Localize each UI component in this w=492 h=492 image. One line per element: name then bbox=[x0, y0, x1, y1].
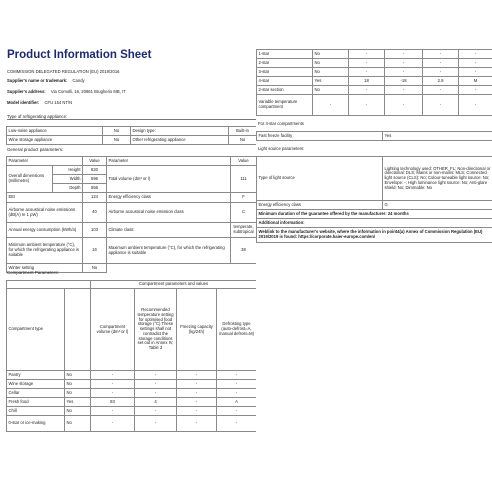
compartment-temp: - bbox=[135, 416, 177, 432]
climate-class-label: Climate class: bbox=[107, 223, 231, 238]
compartment-row bbox=[7, 389, 257, 398]
supplier-name-label: Supplier's name or trademark: bbox=[7, 78, 68, 83]
annual-row bbox=[7, 223, 257, 238]
compartment-type: 0-star or ice-making bbox=[7, 416, 65, 432]
design-type-label: Design type: bbox=[131, 127, 229, 136]
compartment-row bbox=[7, 398, 257, 407]
compartment-temp: - bbox=[135, 380, 177, 389]
overall-dimensions-label: Overall dimensions (millimetre) bbox=[7, 166, 53, 193]
star-defrost: - bbox=[459, 68, 492, 77]
depth-value: 556 bbox=[83, 184, 107, 193]
star-freezing: - bbox=[423, 68, 459, 77]
type-row bbox=[7, 127, 257, 136]
climate-class-value: temperate, subtropical bbox=[231, 223, 257, 238]
guarantee-row bbox=[257, 210, 492, 219]
compartment-freezing: - bbox=[177, 398, 217, 407]
supplier-name-value: Candy bbox=[72, 78, 85, 83]
star-label: 4-star bbox=[257, 77, 313, 86]
noise-class-label: Airborne acoustical noise emission class bbox=[107, 203, 231, 223]
compartment-row bbox=[7, 407, 257, 416]
star-row bbox=[257, 77, 492, 86]
noise-class-value: C bbox=[231, 203, 257, 223]
star-row bbox=[257, 50, 492, 59]
star-volume: - bbox=[349, 86, 385, 95]
compartment-temp: - bbox=[135, 389, 177, 398]
star-volume: - bbox=[349, 50, 385, 59]
star-defrost: M bbox=[459, 77, 492, 86]
guarantee-text: Minimum duration of the guarantee offered by the manufacturer: 24 months bbox=[257, 210, 492, 219]
max-temp-value: 38 bbox=[231, 238, 257, 264]
star-freezing: 2.9 bbox=[423, 77, 459, 86]
regulation-text: COMMISSION DELEGATED REGULATION (EU) 2019/2016 bbox=[7, 69, 120, 74]
winter-setting-label: Winter setting bbox=[7, 264, 83, 273]
compartment-type-header: Compartment type bbox=[7, 289, 65, 371]
empty-cell bbox=[107, 264, 257, 273]
general-header-row bbox=[7, 157, 257, 166]
compartment-header-row bbox=[7, 289, 257, 371]
efficiency-class-value: F bbox=[231, 193, 257, 203]
additional-info-label: Additional information: bbox=[257, 219, 492, 228]
compartment-defrost: - bbox=[217, 416, 257, 432]
star-present: No bbox=[313, 68, 349, 77]
type-row bbox=[7, 136, 257, 145]
width-value: 596 bbox=[83, 175, 107, 184]
star-present: Yes bbox=[313, 77, 349, 86]
other-appliance-label: Other refrigerating appliance bbox=[131, 136, 229, 145]
star-temp: -18 bbox=[385, 77, 423, 86]
compartment-type: Fresh food bbox=[7, 398, 65, 407]
compartment-temp: - bbox=[135, 371, 177, 380]
compartment-volume: - bbox=[91, 416, 135, 432]
page-title: Product Information Sheet bbox=[7, 49, 152, 61]
model-value: CFU 154 NT/N bbox=[44, 100, 73, 105]
four-star-section-heading: For 4-star compartments bbox=[258, 121, 304, 126]
light-technology-text: Lighting technology used: OTHER_FL; Non-directional or directional: DLS; Mains or non-mains: MLS; Connected light source (CLS): No; Colour-tuneable light source: No; Envelope: -; High luminance light source: No; Anti-glare shield: No; Dimmable: No bbox=[383, 157, 492, 201]
star-row bbox=[257, 95, 492, 116]
depth-label: Depth bbox=[53, 184, 83, 193]
compartment-volume: - bbox=[91, 407, 135, 416]
star-temp: - bbox=[385, 86, 423, 95]
star-volume: - bbox=[349, 68, 385, 77]
weblink-text: Weblink to the manufacturer's website, where the information in point4(a) Annex of Commission Regulation (EU) 2019/2019 is found: https://corporate.haier-europe.com/en/ bbox=[257, 228, 492, 243]
noise-value: 40 bbox=[83, 203, 107, 223]
width-label: Width bbox=[53, 175, 83, 184]
supplier-name-row bbox=[7, 78, 85, 83]
parameter-header-2: Parameter bbox=[107, 157, 231, 166]
star-defrost: - bbox=[459, 59, 492, 68]
compartment-present: No bbox=[65, 407, 91, 416]
star-compartment-table bbox=[256, 49, 492, 116]
compartment-group-header-row bbox=[7, 281, 257, 289]
light-section-heading: Light source parameters: bbox=[258, 146, 305, 151]
model-row bbox=[7, 100, 72, 105]
temperature-row bbox=[7, 238, 257, 264]
supplier-address-row bbox=[7, 89, 126, 94]
total-volume-value: 111 bbox=[231, 166, 257, 193]
light-energy-class-label: Energy efficiency class bbox=[257, 201, 383, 210]
defrosting-type-header: Defrosting type (auto-defrost=A, manual defrost=M) bbox=[217, 289, 257, 371]
min-temp-value: 16 bbox=[83, 238, 107, 264]
star-volume: - bbox=[349, 95, 385, 116]
compartment-volume-header: Compartment volume (dm³ or l) bbox=[91, 289, 135, 371]
dimension-row bbox=[7, 166, 257, 175]
min-temp-label: Minimum ambient temperature (°C), for which the refrigerating appliance is suitable bbox=[7, 238, 83, 264]
annual-energy-label: Annual energy consumption (kWh/a) bbox=[7, 223, 83, 238]
other-appliance-value: No bbox=[229, 136, 257, 145]
star-temp: - bbox=[385, 59, 423, 68]
compartment-present: Yes bbox=[65, 398, 91, 407]
star-freezing: - bbox=[423, 59, 459, 68]
star-label: Variable temperature compartment bbox=[257, 95, 313, 116]
star-freezing: - bbox=[423, 50, 459, 59]
noise-row bbox=[7, 203, 257, 223]
type-section-heading: Type of refrigerating appliance: bbox=[7, 114, 261, 120]
low-noise-label: Low-noise appliance bbox=[7, 127, 103, 136]
winter-setting-value: No bbox=[83, 264, 107, 273]
compartment-present: No bbox=[65, 416, 91, 432]
light-source-table bbox=[256, 156, 492, 243]
compartment-table bbox=[6, 280, 257, 432]
compartment-freezing: - bbox=[177, 407, 217, 416]
compartment-presence-header bbox=[65, 289, 91, 371]
star-row bbox=[257, 86, 492, 95]
general-params-table bbox=[6, 156, 257, 273]
max-temp-label: Maximum ambient temperature (°C), for which the refrigerating appliance is suitable bbox=[107, 238, 231, 264]
low-noise-value: No bbox=[103, 127, 131, 136]
star-volume: - bbox=[349, 59, 385, 68]
compartment-defrost: A bbox=[217, 398, 257, 407]
total-volume-label: Total volume (dm³ or l) bbox=[107, 166, 231, 193]
compartment-type: Cellar bbox=[7, 389, 65, 398]
height-label: Height bbox=[53, 166, 83, 175]
compartment-temp: 4 bbox=[135, 398, 177, 407]
eei-row bbox=[7, 193, 257, 203]
compartment-defrost: - bbox=[217, 389, 257, 398]
star-freezing: - bbox=[423, 86, 459, 95]
star-temp: - bbox=[385, 50, 423, 59]
compartment-freezing: - bbox=[177, 389, 217, 398]
compartment-present: No bbox=[65, 380, 91, 389]
compartment-type: Pantry bbox=[7, 371, 65, 380]
eei-label: EEI bbox=[7, 193, 83, 203]
value-header: Value bbox=[83, 157, 107, 166]
parameter-header: Parameter bbox=[7, 157, 83, 166]
star-row bbox=[257, 59, 492, 68]
star-defrost: - bbox=[459, 50, 492, 59]
compartment-defrost: - bbox=[217, 407, 257, 416]
light-type-row bbox=[257, 157, 492, 201]
light-energy-class-value: G bbox=[383, 201, 492, 210]
compartment-row bbox=[7, 371, 257, 380]
star-freezing: - bbox=[423, 95, 459, 116]
compartment-volume: - bbox=[91, 380, 135, 389]
fast-freeze-label: Fast freeze facility bbox=[257, 132, 383, 141]
compartment-freezing: - bbox=[177, 371, 217, 380]
annual-energy-value: 103 bbox=[83, 223, 107, 238]
compartment-volume: - bbox=[91, 371, 135, 380]
compartment-freezing: - bbox=[177, 416, 217, 432]
compartment-volume: - bbox=[91, 389, 135, 398]
weblink-row bbox=[257, 228, 492, 243]
compartment-freezing: - bbox=[177, 380, 217, 389]
star-defrost: - bbox=[459, 95, 492, 116]
compartment-present: No bbox=[65, 389, 91, 398]
compartment-defrost: - bbox=[217, 380, 257, 389]
compartment-row bbox=[7, 416, 257, 432]
empty-cell bbox=[7, 281, 91, 289]
star-present: No bbox=[313, 86, 349, 95]
star-row bbox=[257, 68, 492, 77]
wine-storage-value: No bbox=[103, 136, 131, 145]
compartment-section-heading: Compartment Parameters: bbox=[7, 270, 59, 275]
general-section-heading: General product parameters: bbox=[7, 147, 64, 152]
star-present: No bbox=[313, 59, 349, 68]
light-type-label: Type of light source bbox=[257, 157, 383, 201]
energy-class-row bbox=[257, 201, 492, 210]
fast-freeze-table bbox=[256, 131, 492, 141]
freezing-capacity-header: Freezing capacity (kg/24h) bbox=[177, 289, 217, 371]
star-label: 3-star bbox=[257, 68, 313, 77]
height-value: 820 bbox=[83, 166, 107, 175]
product-info-sheet-right bbox=[256, 0, 492, 492]
star-label: 1-star bbox=[257, 50, 313, 59]
compartment-row bbox=[7, 380, 257, 389]
fast-freeze-row bbox=[257, 132, 492, 141]
design-type-value: Built-in bbox=[229, 127, 257, 136]
noise-label: Airborne acoustical noise emissions (dB(A) re 1 pW) bbox=[7, 203, 83, 223]
efficiency-class-label: Energy efficiency class bbox=[107, 193, 231, 203]
star-label: 2-star section bbox=[257, 86, 313, 95]
model-label: Model identifier: bbox=[7, 100, 40, 105]
compartment-defrost: - bbox=[217, 371, 257, 380]
type-table bbox=[6, 126, 257, 145]
recommended-temp-header: Recommended temperature setting for optimised food storage (°C) These settings shall not contradict the storage conditions set out in Annex IV, Table 3 bbox=[135, 289, 177, 371]
compartment-group-header: Compartment parameters and values bbox=[91, 281, 257, 289]
supplier-address-label: Supplier's address: bbox=[7, 89, 46, 94]
compartment-temp: - bbox=[135, 407, 177, 416]
compartment-present: No bbox=[65, 371, 91, 380]
supplier-address-value: Via Comolli, 16, 20861 Brugherio MB, IT bbox=[50, 89, 126, 94]
star-temp: - bbox=[385, 68, 423, 77]
star-volume: 18 bbox=[349, 77, 385, 86]
additional-info-row bbox=[257, 219, 492, 228]
star-present: - bbox=[313, 95, 349, 116]
star-temp: - bbox=[385, 95, 423, 116]
star-present: No bbox=[313, 50, 349, 59]
value-header-2: Value bbox=[231, 157, 257, 166]
wine-storage-label: Wine storage appliance bbox=[7, 136, 103, 145]
compartment-type: Wine storage bbox=[7, 380, 65, 389]
fast-freeze-value: Yes bbox=[383, 132, 492, 141]
star-label: 2-star bbox=[257, 59, 313, 68]
star-defrost: - bbox=[459, 86, 492, 95]
compartment-volume: 93 bbox=[91, 398, 135, 407]
eei-value: 124 bbox=[83, 193, 107, 203]
compartment-type: Chill bbox=[7, 407, 65, 416]
